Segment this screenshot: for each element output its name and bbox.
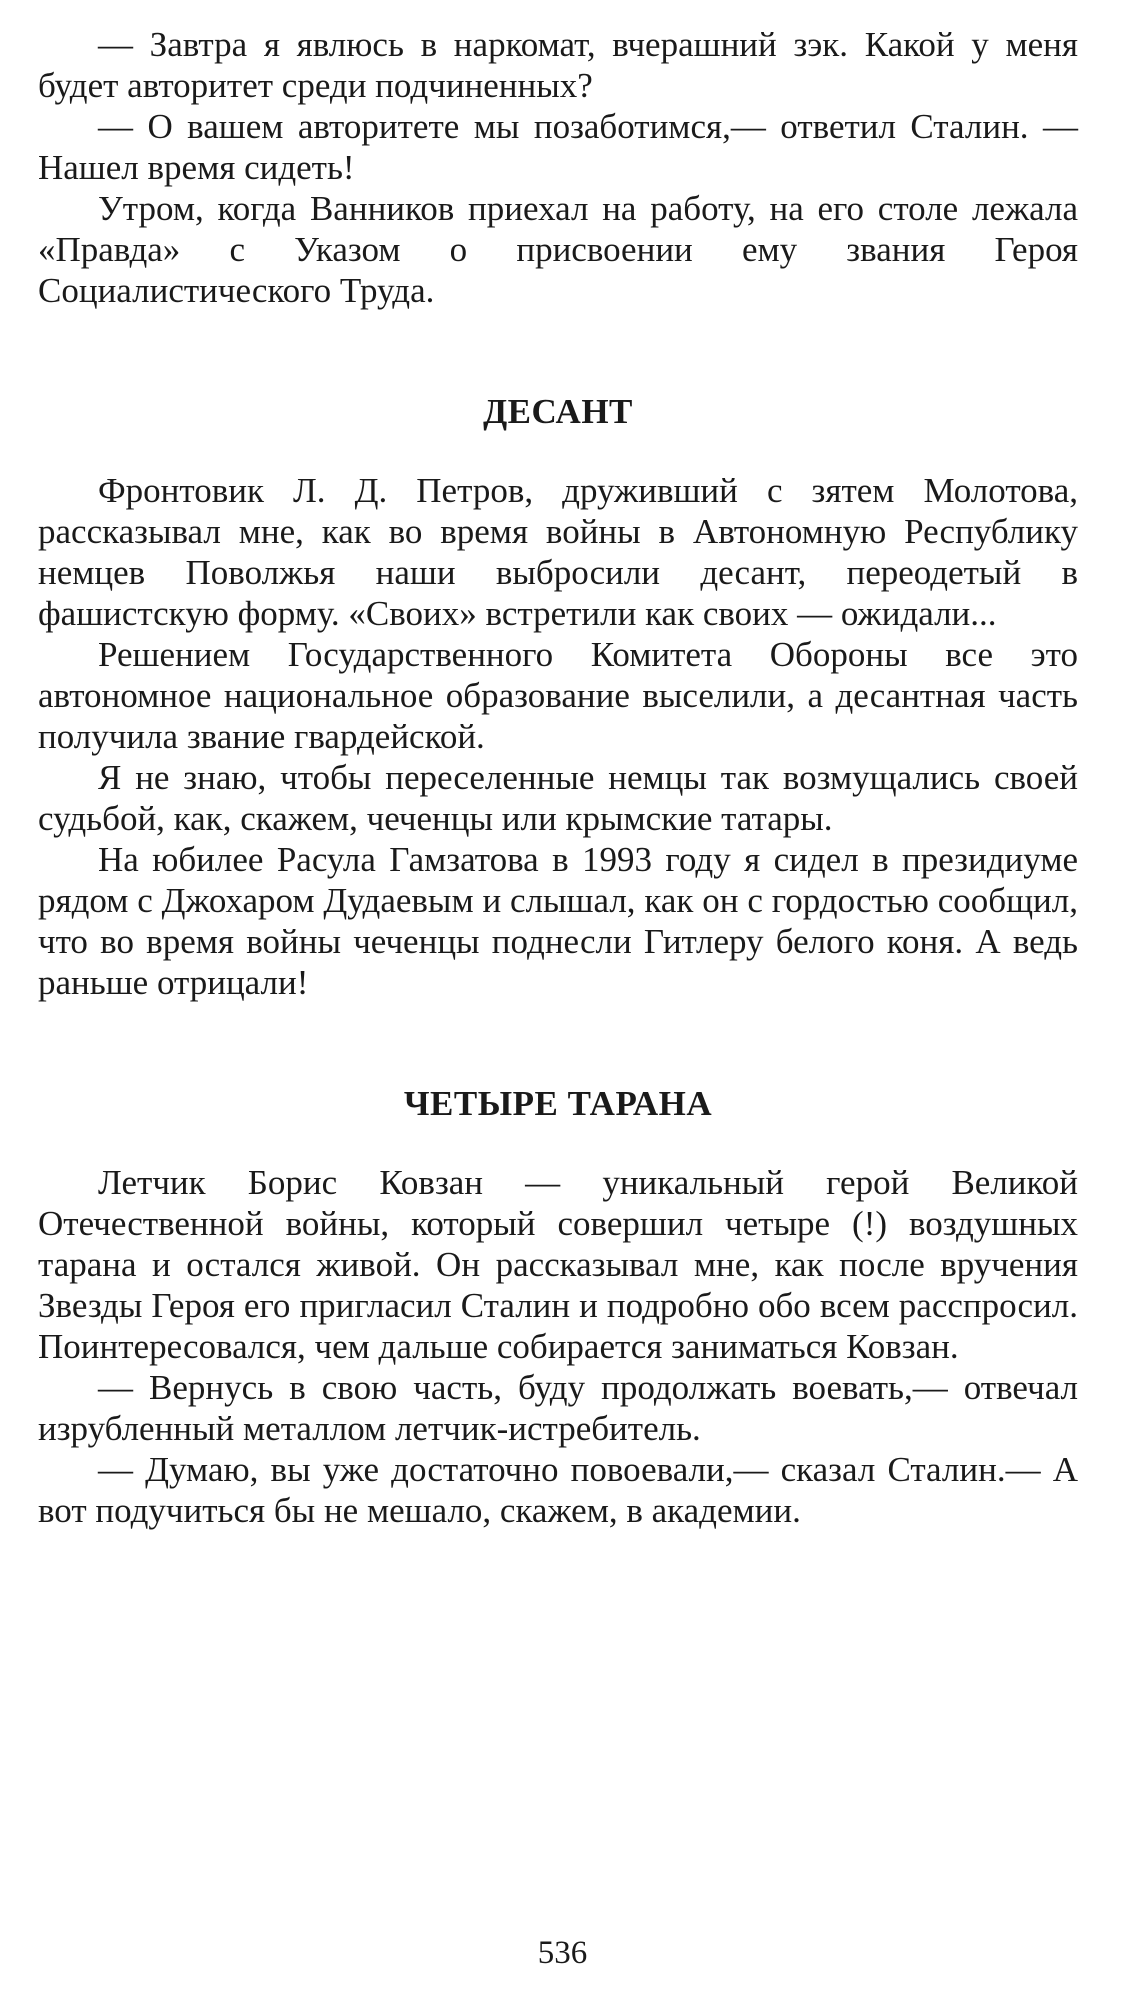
section-desant (38, 470, 1078, 1003)
paragraph: Решением Государственного Комитета Обороны все это автономное национальное образование выселили, а десантная часть получила звание гвардейской. (38, 635, 1078, 756)
book-page (38, 24, 1078, 1531)
paragraph: — Вернусь в свою часть, буду продолжать воевать,— отвечал изрубленный металлом летчик-истребитель. (38, 1368, 1078, 1448)
paragraph: — Завтра я явлюсь в наркомат, вчерашний зэк. Какой у меня будет авторитет среди подчиненных? (38, 25, 1078, 105)
paragraph: Утром, когда Ванников приехал на работу, на его столе лежала «Правда» с Указом о присвоении ему звания Героя Социалистического Труда. (38, 189, 1078, 310)
section-heading-four-rams: ЧЕТЫРЕ ТАРАНА (403, 1084, 713, 1123)
section-intro (38, 24, 1078, 311)
paragraph: Летчик Борис Ковзан — уникальный герой Великой Отечественной войны, который совершил четыре (!) воздушных тарана и остался живой. Он рассказывал мне, как после вручения Звезды Героя его пригласил Сталин и подробно обо всем расспросил. Поинтересовался, чем дальше собирается заниматься Ковзан. (38, 1163, 1078, 1366)
page-number: 536 (537, 1935, 588, 1971)
paragraph: — Думаю, вы уже достаточно повоевали,— сказал Сталин.— А вот подучиться бы не мешало, скажем, в академии. (38, 1450, 1078, 1530)
section-four-rams (38, 1162, 1078, 1531)
paragraph: Я не знаю, чтобы переселенные немцы так возмущались своей судьбой, как, скажем, чеченцы или крымские татары. (38, 758, 1078, 838)
paragraph: — О вашем авторитете мы позаботимся,— ответил Сталин. — Нашел время сидеть! (38, 107, 1078, 187)
paragraph: На юбилее Расула Гамзатова в 1993 году я сидел в президиуме рядом с Джохаром Дудаевым и слышал, как он с гордостью сообщил, что во время войны чеченцы поднесли Гитлеру белого коня. А ведь раньше отрицали! (38, 840, 1078, 1002)
paragraph: Фронтовик Л. Д. Петров, друживший с зятем Молотова, рассказывал мне, как во время войны в Автономную Республику немцев Поволжья наши выбросили десант, переодетый в фашистскую форму. «Своих» встретили как своих — ожидали... (38, 471, 1078, 633)
section-heading-desant: ДЕСАНТ (483, 392, 633, 431)
